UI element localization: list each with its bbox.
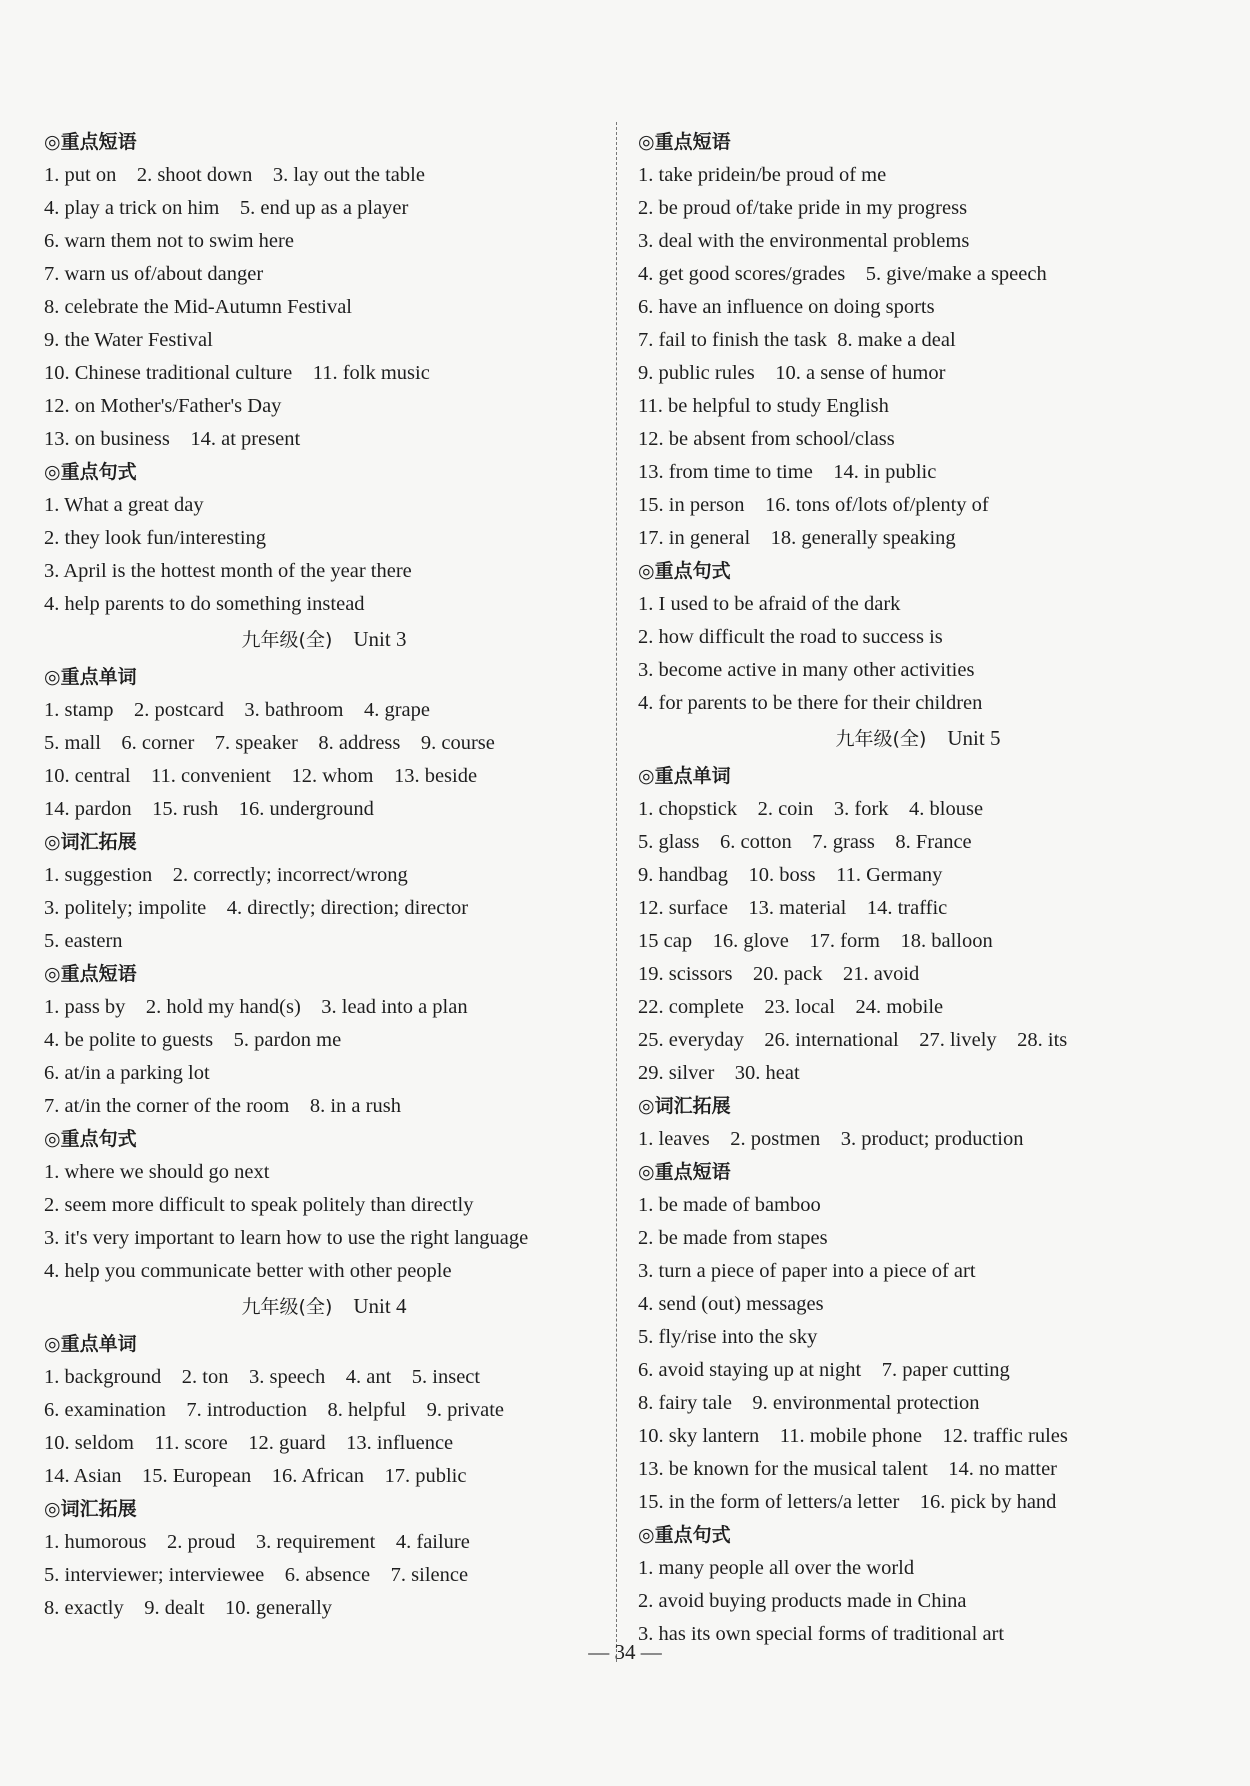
answer-line: 17. in general 18. generally speaking [638,527,956,549]
answer-line: 1. chopstick 2. coin 3. fork 4. blouse [638,798,984,820]
answer-line: 1. where we should go next [44,1161,270,1183]
answer-line: 1. background 2. ton 3. speech 4. ant 5. insect [44,1366,481,1388]
answer-line: 1. put on 2. shoot down 3. lay out the table [44,164,425,186]
answer-line: 2. avoid buying products made in China [638,1590,967,1612]
answer-line: 1. What a great day [44,494,204,516]
answer-line: 22. complete 23. local 24. mobile [638,996,944,1018]
answer-line: 7. at/in the corner of the room 8. in a rush [44,1095,401,1117]
section-heading: ◎重点单词 [638,765,731,787]
answer-line: 6. warn them not to swim here [44,230,294,252]
answer-line: 7. warn us of/about danger [44,263,264,285]
answer-line: 8. celebrate the Mid-Autumn Festival [44,296,352,318]
answer-line: 6. at/in a parking lot [44,1062,210,1084]
answer-line: 13. be known for the musical talent 14. no matter [638,1458,1058,1480]
answer-line: 8. exactly 9. dealt 10. generally [44,1597,333,1619]
answer-line: 12. on Mother's/Father's Day [44,395,282,417]
answer-line: 14. pardon 15. rush 16. underground [44,798,374,820]
answer-line: 5. interviewer; interviewee 6. absence 7. silence [44,1564,469,1586]
answer-line: 9. public rules 10. a sense of humor [638,362,946,384]
answer-line: 19. scissors 20. pack 21. avoid [638,963,920,985]
answer-line: 15 cap 16. glove 17. form 18. balloon [638,930,993,952]
answer-line: 1. many people all over the world [638,1557,915,1579]
right-column [638,126,1198,1651]
unit-grade: 九年级(全) [241,629,333,651]
answer-line: 6. examination 7. introduction 8. helpful 9. private [44,1399,505,1421]
answer-line: 9. the Water Festival [44,329,213,351]
answer-line: 3. April is the hottest month of the year there [44,560,412,582]
section-heading: ◎重点单词 [44,666,137,688]
answer-line: 4. get good scores/grades 5. give/make a speech [638,263,1047,285]
answer-line: 4. help you communicate better with other people [44,1260,452,1282]
answer-line: 12. surface 13. material 14. traffic [638,897,948,919]
answer-line: 3. has its own special forms of traditional art [638,1623,1005,1645]
answer-line: 6. avoid staying up at night 7. paper cutting [638,1359,1010,1381]
answer-line: 12. be absent from school/class [638,428,895,450]
answer-line: 15. in person 16. tons of/lots of/plenty of [638,494,989,516]
answer-line: 11. be helpful to study English [638,395,889,417]
section-heading: ◎词汇拓展 [44,1498,137,1520]
answer-line: 3. turn a piece of paper into a piece of art [638,1260,976,1282]
section-heading: ◎重点句式 [44,1128,137,1150]
answer-line: 1. take pridein/be proud of me [638,164,887,186]
unit-grade: 九年级(全) [241,1296,333,1318]
answer-line: 1. be made of bamboo [638,1194,821,1216]
answer-line: 3. become active in many other activities [638,659,975,681]
answer-line: 4. for parents to be there for their children [638,692,983,714]
answer-line: 10. Chinese traditional culture 11. folk music [44,362,430,384]
answer-line: 6. have an influence on doing sports [638,296,935,318]
answer-line: 5. glass 6. cotton 7. grass 8. France [638,831,972,853]
answer-line: 4. help parents to do something instead [44,593,365,615]
unit-grade: 九年级(全) [835,728,927,750]
answer-line: 8. fairy tale 9. environmental protection [638,1392,980,1414]
answer-line: 3. deal with the environmental problems [638,230,970,252]
answer-line: 4. be polite to guests 5. pardon me [44,1029,342,1051]
answer-line: 1. I used to be afraid of the dark [638,593,901,615]
unit-number: Unit 5 [947,726,1001,750]
answer-line: 2. be made from stapes [638,1227,828,1249]
answer-line: 13. on business 14. at present [44,428,301,450]
section-heading: ◎重点短语 [44,131,137,153]
answer-line: 2. seem more difficult to speak politely than directly [44,1194,474,1216]
answer-line: 5. mall 6. corner 7. speaker 8. address 9. course [44,732,495,754]
column-divider [616,122,617,1662]
answer-line: 3. it's very important to learn how to use the right language [44,1227,529,1249]
answer-line: 2. they look fun/interesting [44,527,267,549]
section-heading: ◎重点句式 [638,560,731,582]
answer-line: 10. central 11. convenient 12. whom 13. beside [44,765,478,787]
section-heading: ◎重点句式 [638,1524,731,1546]
answer-line: 14. Asian 15. European 16. African 17. public [44,1465,467,1487]
page-number: — 34 — [588,1640,662,1664]
answer-line: 5. eastern [44,930,123,952]
unit-number: Unit 3 [353,627,407,651]
answer-line: 15. in the form of letters/a letter 16. pick by hand [638,1491,1057,1513]
unit-heading [44,1288,604,1328]
answer-line: 10. seldom 11. score 12. guard 13. influence [44,1432,454,1454]
answer-line: 25. everyday 26. international 27. lively 28. its [638,1029,1068,1051]
section-heading: ◎重点单词 [44,1333,137,1355]
answer-line: 13. from time to time 14. in public [638,461,937,483]
section-heading: ◎重点句式 [44,461,137,483]
answer-line: 1. humorous 2. proud 3. requirement 4. failure [44,1531,470,1553]
left-column [44,126,604,1625]
answer-line: 5. fly/rise into the sky [638,1326,818,1348]
answer-line: 1. leaves 2. postmen 3. product; production [638,1128,1024,1150]
section-heading: ◎重点短语 [638,1161,731,1183]
answer-line: 1. stamp 2. postcard 3. bathroom 4. grape [44,699,431,721]
answer-line: 4. send (out) messages [638,1293,824,1315]
section-heading: ◎重点短语 [44,963,137,985]
section-heading: ◎重点短语 [638,131,731,153]
answer-line: 9. handbag 10. boss 11. Germany [638,864,943,886]
answer-line: 10. sky lantern 11. mobile phone 12. traffic rules [638,1425,1068,1447]
answer-line: 2. be proud of/take pride in my progress [638,197,968,219]
unit-heading [44,621,604,661]
answer-line: 29. silver 30. heat [638,1062,800,1084]
answer-line: 4. play a trick on him 5. end up as a player [44,197,409,219]
answer-line: 7. fail to finish the task 8. make a deal [638,329,956,351]
unit-heading [638,720,1198,760]
answer-line: 1. pass by 2. hold my hand(s) 3. lead into a plan [44,996,468,1018]
section-heading: ◎词汇拓展 [44,831,137,853]
section-heading: ◎词汇拓展 [638,1095,731,1117]
answer-line: 2. how difficult the road to success is [638,626,943,648]
unit-number: Unit 4 [353,1294,407,1318]
answer-line: 3. politely; impolite 4. directly; direction; director [44,897,469,919]
answer-line: 1. suggestion 2. correctly; incorrect/wrong [44,864,408,886]
